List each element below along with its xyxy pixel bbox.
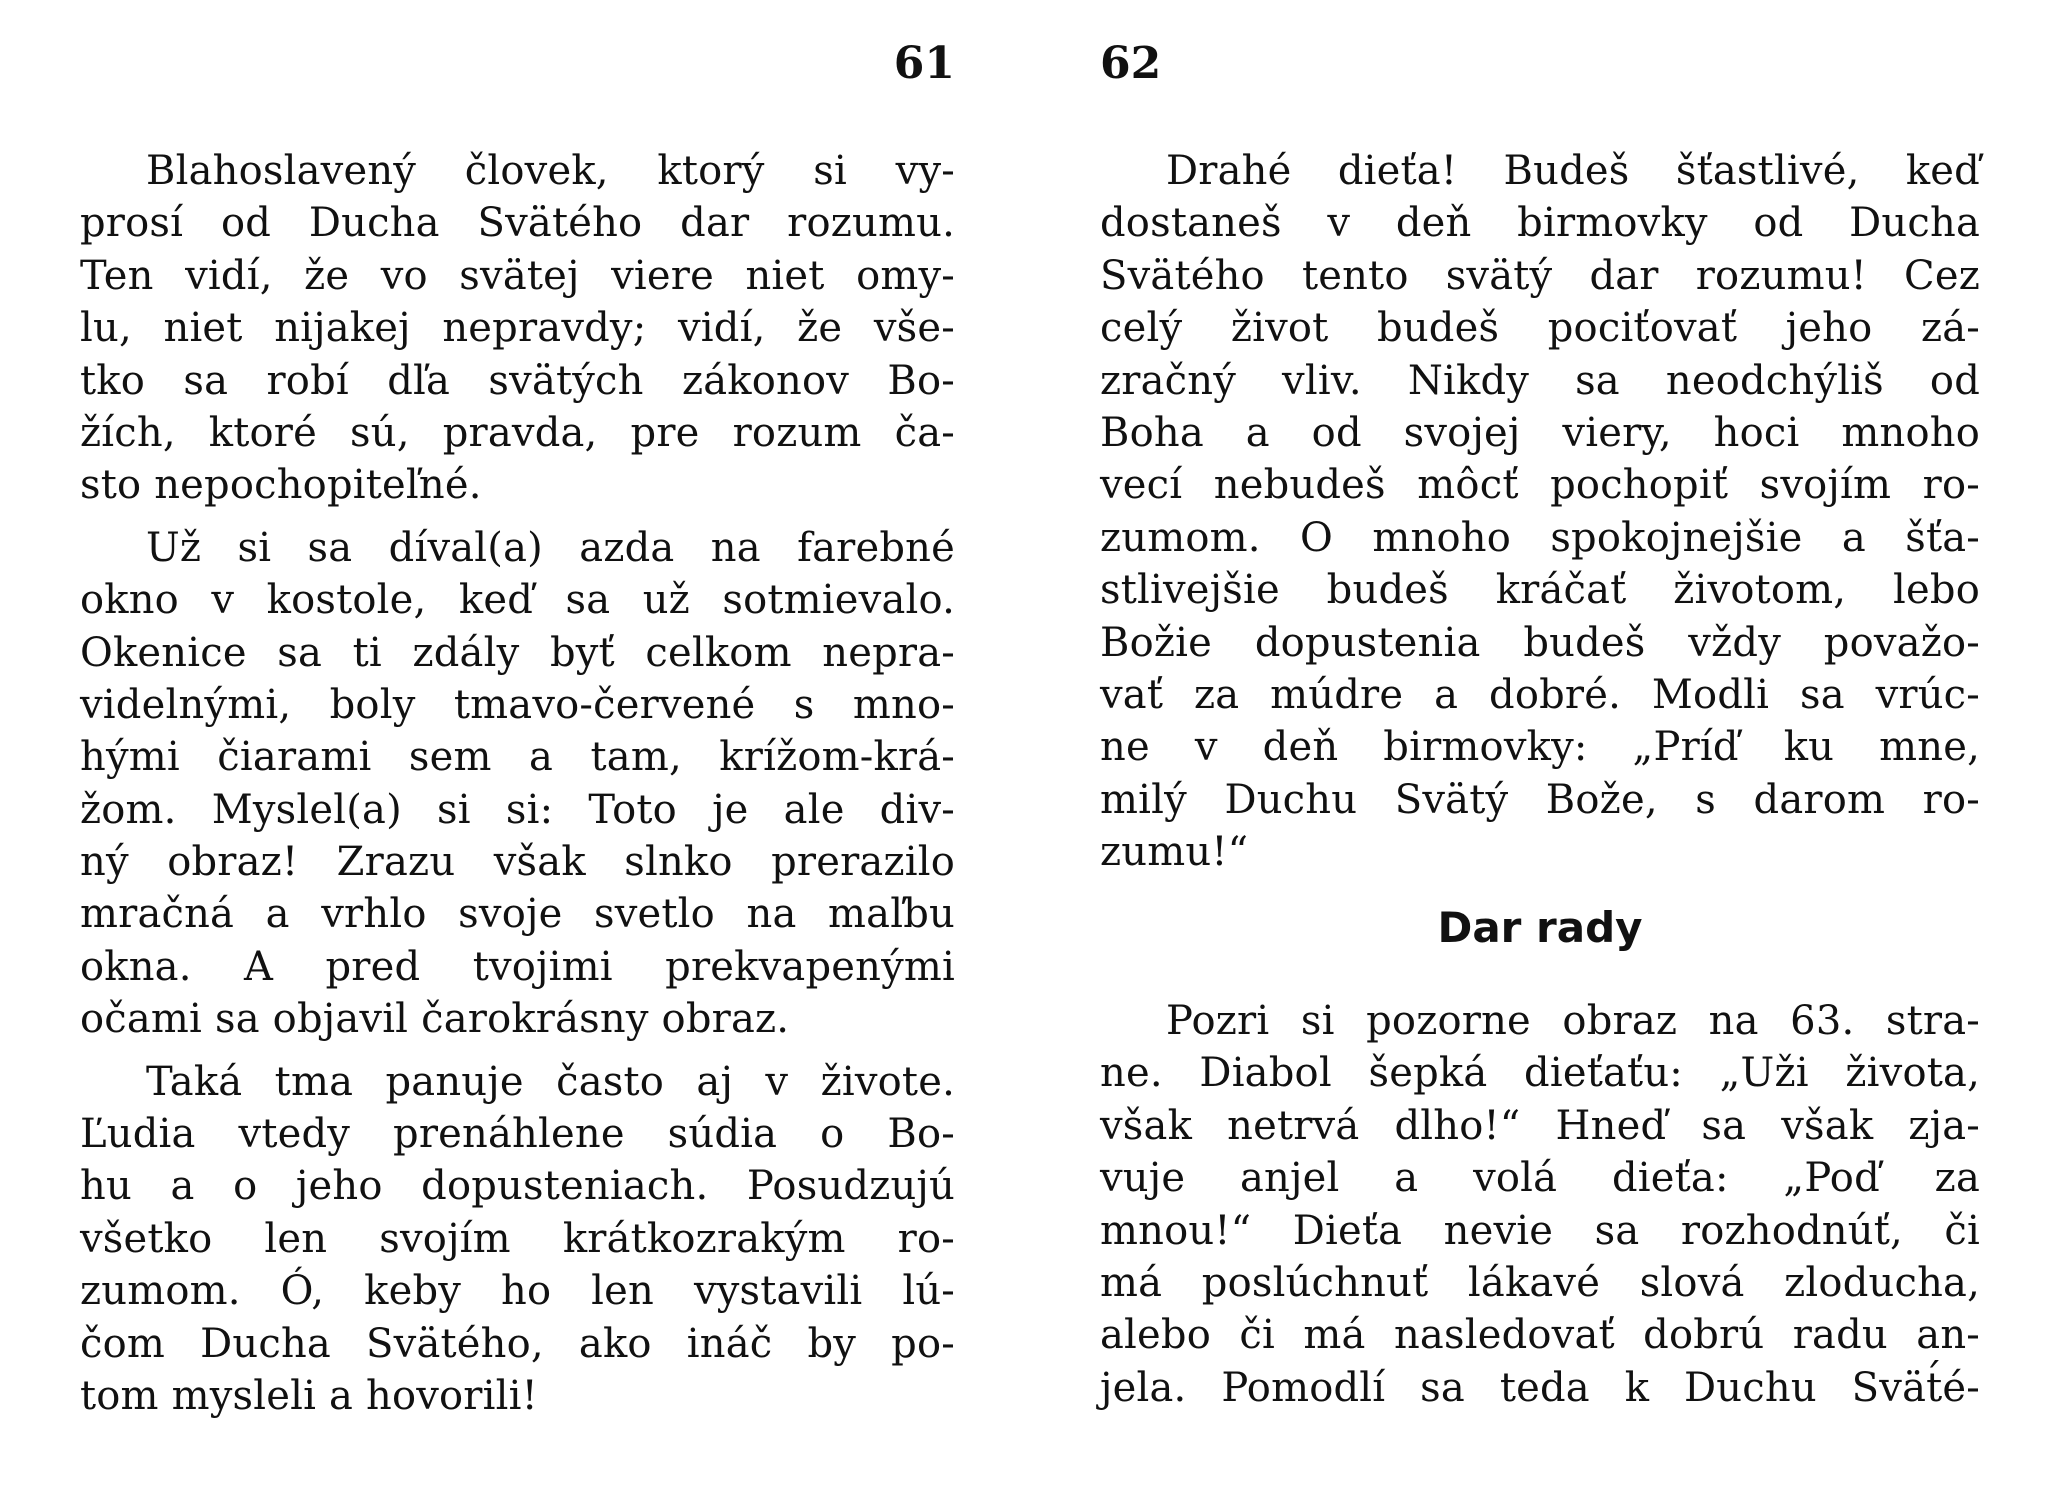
left-paragraph-1 bbox=[80, 145, 955, 512]
left-page bbox=[80, 0, 955, 1500]
text-line: Taká tma panuje často aj v živote. bbox=[146, 1058, 955, 1105]
text-line: mračná a vrhlo svoje svetlo na maľbu bbox=[80, 891, 955, 938]
right-page-number: 62 bbox=[1100, 38, 1162, 89]
text-line: zumom. Ó, keby ho len vystavili lú- bbox=[80, 1268, 955, 1315]
text-line: tko sa robí dľa svätých zákonov Bo- bbox=[80, 357, 955, 404]
right-paragraph-2 bbox=[1100, 995, 1980, 1414]
text-line: vecí nebudeš môcť pochopiť svojím ro- bbox=[1100, 462, 1980, 509]
text-line: hými čiarami sem a tam, krížom-krá- bbox=[80, 734, 955, 781]
right-page-body bbox=[1100, 145, 1980, 878]
text-line: okna. A pred tvojimi prekvapenými bbox=[80, 943, 955, 990]
text-line: jela. Pomodlí sa teda k Duchu Svät́é- bbox=[1100, 1364, 1980, 1411]
text-line: zumu!“ bbox=[1100, 829, 1249, 876]
right-page bbox=[1100, 0, 1980, 1500]
text-line: ný obraz! Zrazu však slnko prerazilo bbox=[80, 839, 955, 886]
left-paragraph-2 bbox=[80, 522, 955, 1046]
text-line: sto nepochopiteľné. bbox=[80, 462, 482, 509]
text-line: Boha a od svojej viery, hoci mnoho bbox=[1100, 409, 1980, 456]
text-line: tom mysleli a hovorili! bbox=[80, 1372, 538, 1419]
text-line: však netrvá dlho!“ Hneď sa však zja- bbox=[1100, 1102, 1980, 1149]
text-line: žích, ktoré sú, pravda, pre rozum ča- bbox=[80, 409, 955, 456]
right-paragraph-1 bbox=[1100, 145, 1980, 878]
text-line: žom. Myslel(a) si si: Toto je ale div- bbox=[80, 786, 955, 833]
text-line: dostaneš v deň birmovky od Ducha bbox=[1100, 200, 1980, 247]
text-line: videlnými, boly tmavo-červené s mno- bbox=[80, 681, 955, 728]
text-line: Ten vidí, že vo svätej viere niet omy- bbox=[80, 252, 955, 299]
text-line: má poslúchnuť lákavé slová zloducha, bbox=[1100, 1259, 1980, 1306]
text-line: lu, niet nijakej nepravdy; vidí, že vše- bbox=[80, 305, 955, 352]
text-line: Už si sa díval(a) azda na farebné bbox=[146, 524, 955, 571]
text-line: mnou!“ Dieťa nevie sa rozhodnúť, či bbox=[1100, 1207, 1980, 1254]
right-page-body-2 bbox=[1100, 995, 1980, 1414]
left-page-number: 61 bbox=[893, 38, 955, 89]
left-page-body bbox=[80, 145, 955, 1422]
text-line: zumom. O mnoho spokojnejšie a šťa- bbox=[1100, 514, 1980, 561]
text-line: ne v deň birmovky: „Príď ku mne, bbox=[1100, 724, 1980, 771]
text-line: Pozri si pozorne obraz na 63. stra- bbox=[1166, 998, 1980, 1044]
text-line: všetko len svojím krátkozrakým ro- bbox=[80, 1215, 955, 1262]
left-paragraph-3 bbox=[80, 1056, 955, 1423]
text-line: očami sa objavil čarokrásny obraz. bbox=[80, 996, 790, 1043]
text-line: prosí od Ducha Svätého dar rozumu. bbox=[80, 200, 955, 247]
text-line: milý Duchu Svätý Bože, s darom ro- bbox=[1100, 776, 1980, 823]
text-line: zračný vliv. Nikdy sa neodchýliš od bbox=[1100, 357, 1980, 404]
text-line: vať za múdre a dobré. Modli sa vrúc- bbox=[1100, 671, 1980, 718]
text-line: ne. Diabol šepká dieťaťu: „Uži života, bbox=[1100, 1050, 1980, 1097]
text-line: celý život budeš pociťovať jeho zá- bbox=[1100, 305, 1980, 352]
text-line: Božie dopustenia budeš vždy považo- bbox=[1100, 619, 1980, 666]
text-line: Okenice sa ti zdály byť celkom nepra- bbox=[80, 629, 955, 676]
text-line: alebo či má nasledovať dobrú radu an- bbox=[1100, 1312, 1980, 1359]
text-line: Svätého tento svätý dar rozumu! Cez bbox=[1100, 252, 1980, 299]
text-line: vuje anjel a volá dieťa: „Poď za bbox=[1100, 1155, 1980, 1202]
text-line: Drahé dieťa! Budeš šťastlivé, keď bbox=[1166, 148, 1980, 194]
text-line: čom Ducha Svätého, ako ináč by po- bbox=[80, 1320, 955, 1367]
text-line: Blahoslavený človek, ktorý si vy- bbox=[146, 148, 955, 194]
text-line: Ľudia vtedy prenáhlene súdia o Bo- bbox=[80, 1111, 955, 1158]
text-line: okno v kostole, keď sa už sotmievalo. bbox=[80, 577, 955, 624]
section-heading: Dar rady bbox=[1437, 903, 1643, 952]
text-line: stlivejšie budeš kráčať životom, lebo bbox=[1100, 567, 1980, 614]
text-line: hu a o jeho dopusteniach. Posudzujú bbox=[80, 1163, 955, 1210]
